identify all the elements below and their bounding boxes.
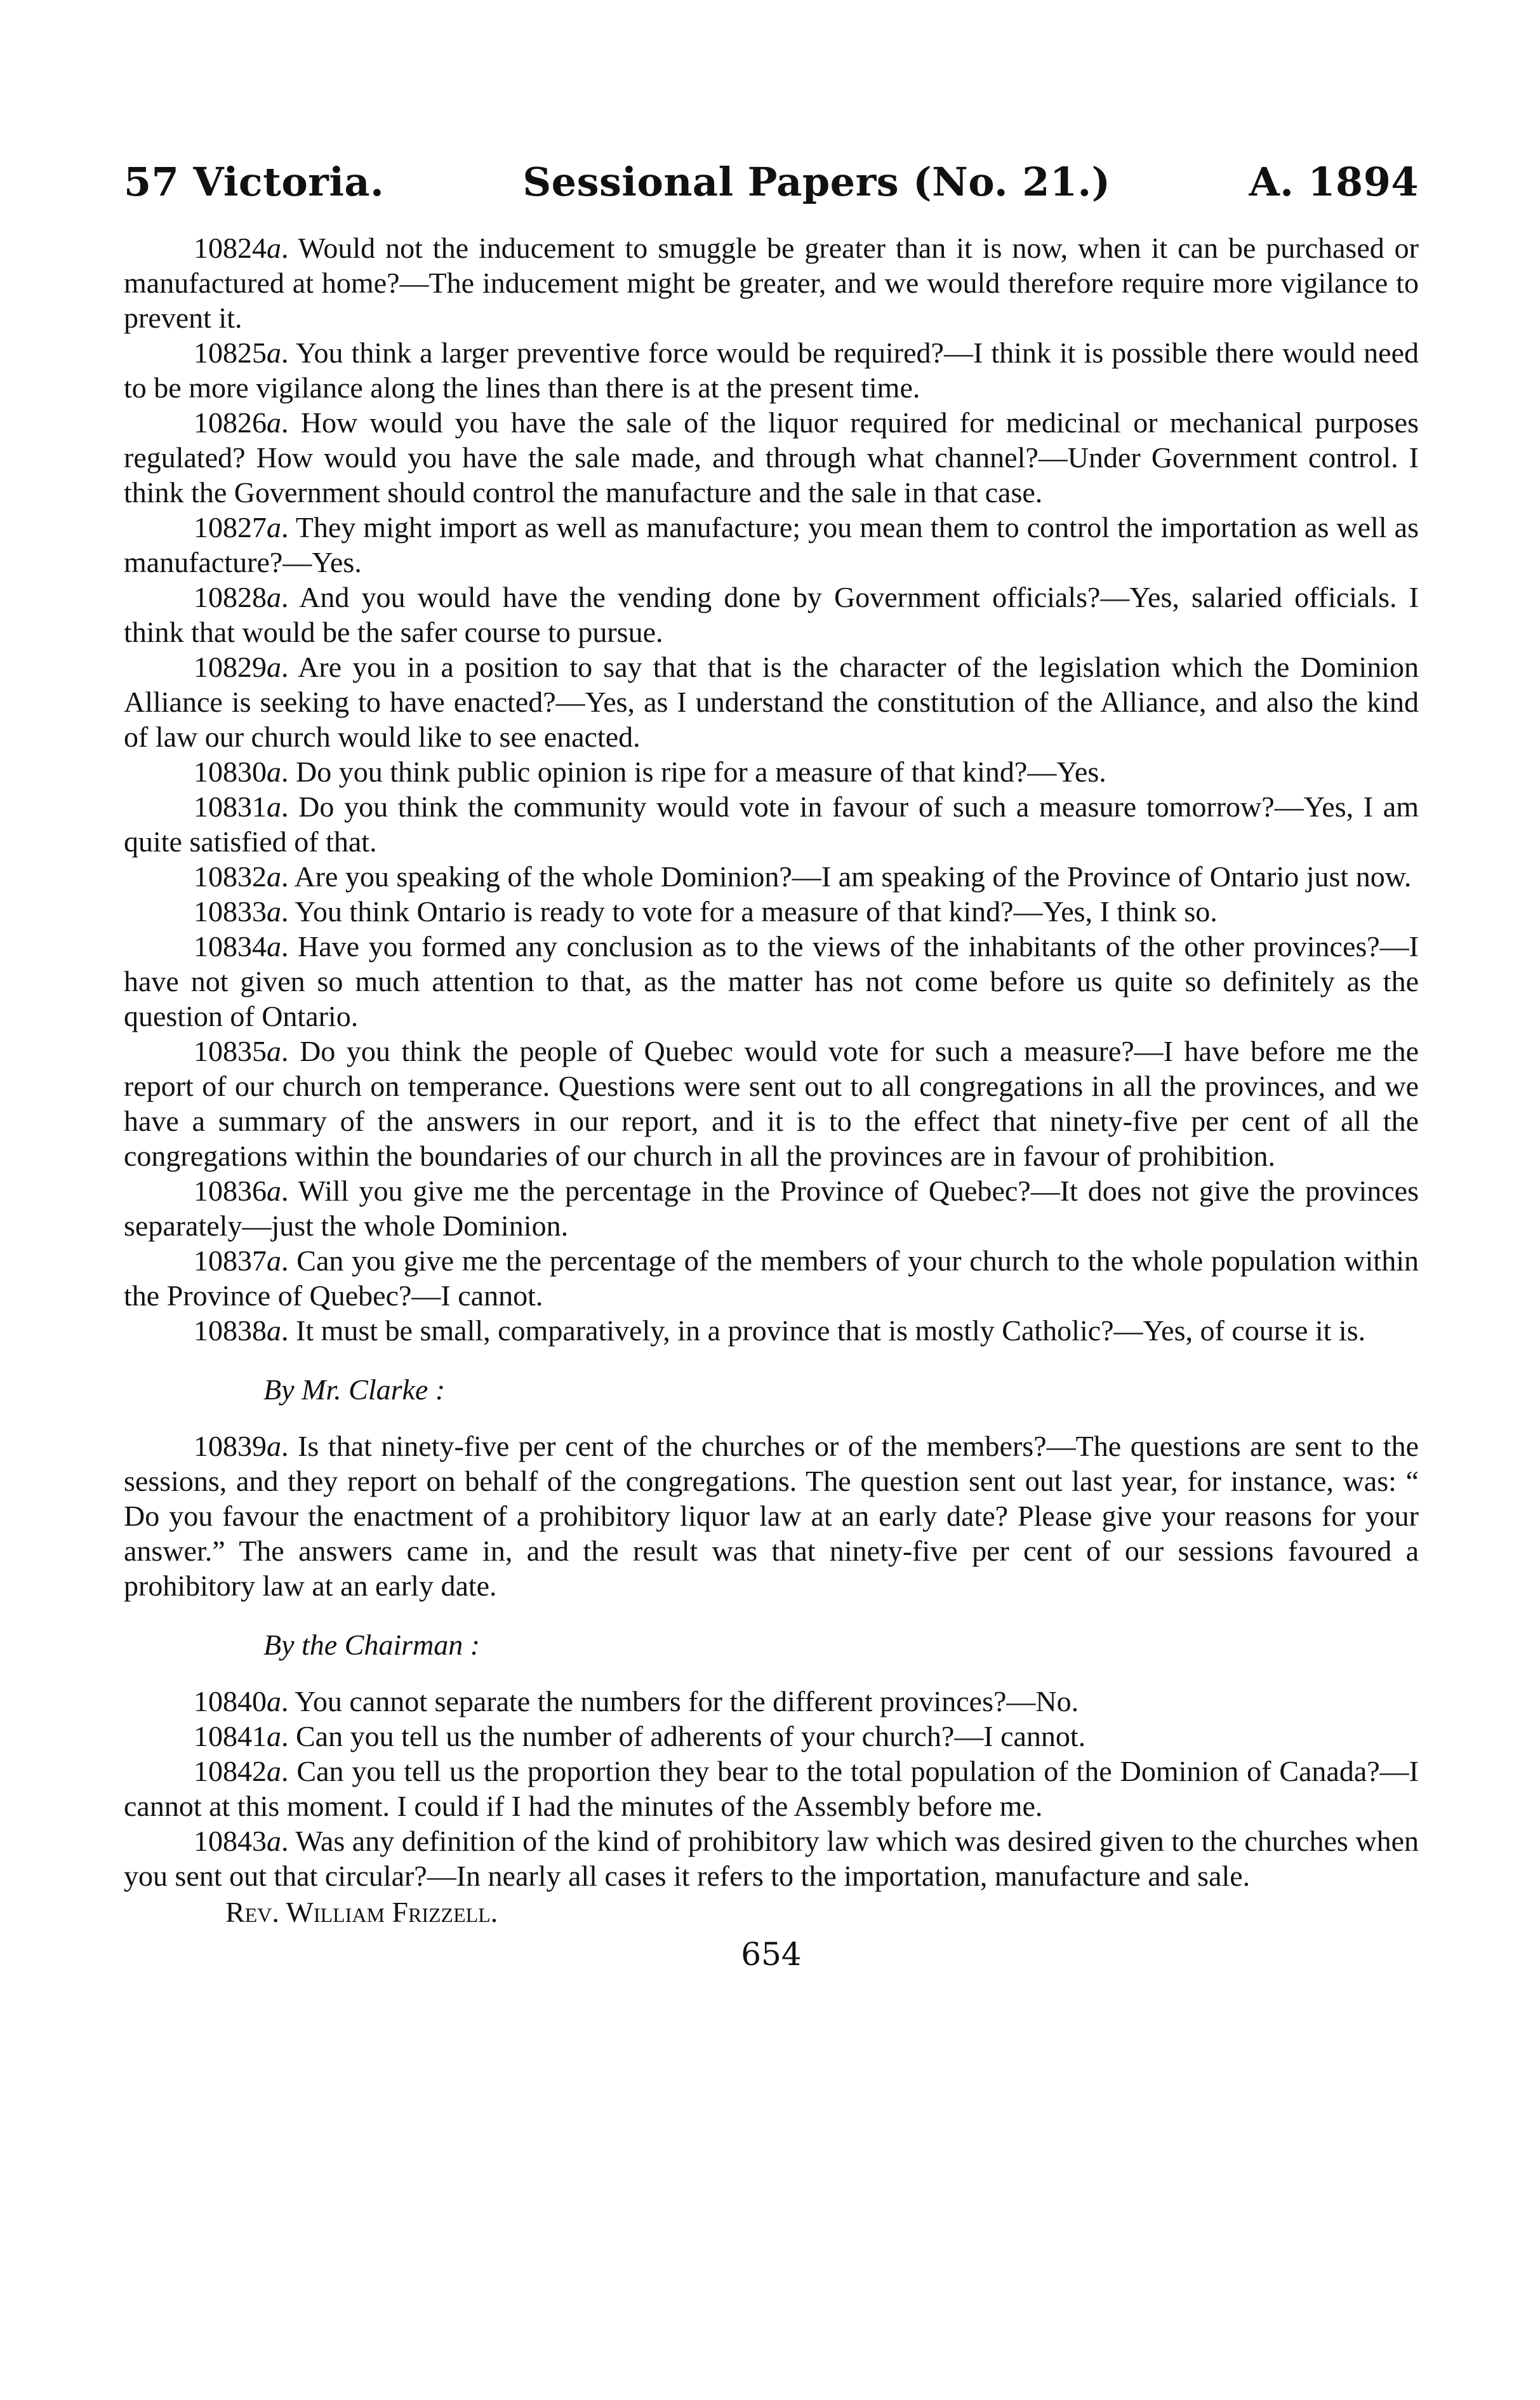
- witness-signature: Rev. William Frizzell.: [225, 1896, 498, 1928]
- question-number: [194, 1314, 281, 1347]
- question-number-suffix: a: [267, 1430, 281, 1462]
- question-answer-paragraph: [124, 789, 1419, 859]
- question-number: [194, 1244, 281, 1277]
- question-number: [194, 895, 281, 928]
- question-number: [194, 232, 281, 264]
- question-number: [194, 581, 281, 613]
- question-answer-paragraph: [124, 1034, 1419, 1173]
- question-answer-paragraph: [124, 1719, 1419, 1754]
- question-number-suffix: a: [267, 581, 281, 613]
- question-number-suffix: a: [267, 1685, 281, 1717]
- header-year: A. 1894: [1249, 159, 1419, 205]
- question-number-suffix: a: [267, 756, 281, 788]
- question-answer-text: . You think Ontario is ready to vote for a measure of that kind?—Yes, I think so.: [281, 895, 1218, 928]
- question-answer-paragraph: [124, 1313, 1419, 1348]
- question-number-digits: 10827: [194, 511, 267, 543]
- question-answer-paragraph: [124, 650, 1419, 754]
- question-number-suffix: a: [267, 1035, 281, 1067]
- question-answer-text: . Have you formed any conclusion as to the views of the inhabitants of the other provinces?—I have not given so much attention to that, as the matter has not come before us quite so definitely as the question of Ontario.: [124, 930, 1419, 1032]
- question-number: [194, 651, 281, 683]
- question-answer-paragraph: [124, 405, 1419, 510]
- question-answer-paragraph: [124, 1684, 1419, 1719]
- question-number-digits: 10834: [194, 930, 267, 963]
- question-number-suffix: a: [267, 930, 281, 963]
- question-number-digits: 10833: [194, 895, 267, 928]
- question-number-suffix: a: [267, 1175, 281, 1207]
- question-number: [194, 1430, 281, 1462]
- question-number-suffix: a: [267, 1244, 281, 1277]
- question-number-digits: 10837: [194, 1244, 267, 1277]
- question-number: [194, 406, 281, 439]
- question-number: [194, 1685, 281, 1717]
- question-number-suffix: a: [267, 232, 281, 264]
- question-number: [194, 337, 281, 369]
- question-number-digits: 10829: [194, 651, 267, 683]
- question-number-digits: 10841: [194, 1720, 267, 1752]
- question-number: [194, 790, 281, 823]
- question-number-digits: 10824: [194, 232, 267, 264]
- question-number-suffix: a: [267, 337, 281, 369]
- header-session: 57 Victoria.: [124, 159, 385, 205]
- question-answer-text: . You cannot separate the numbers for the different provinces?—No.: [281, 1685, 1079, 1717]
- question-number-digits: 10840: [194, 1685, 267, 1717]
- question-answer-text: . Are you in a position to say that that is the character of the legislation which the Dominion Alliance is seeking to have enacted?—Yes, as I understand the constitution of the Alliance, and also the kind of law our church would like to see enacted.: [124, 651, 1419, 753]
- question-answer-paragraph: [124, 1823, 1419, 1893]
- question-answer-text: . It must be small, comparatively, in a province that is mostly Catholic?—Yes, of course it is.: [281, 1314, 1366, 1347]
- question-answer-paragraph: [124, 929, 1419, 1034]
- question-number-suffix: a: [267, 406, 281, 439]
- question-number-suffix: a: [267, 511, 281, 543]
- question-number: [194, 860, 281, 893]
- question-number-digits: 10835: [194, 1035, 267, 1067]
- question-answer-paragraph: [124, 754, 1419, 789]
- question-answer-paragraph: [124, 510, 1419, 580]
- question-number-digits: 10836: [194, 1175, 267, 1207]
- question-answer-paragraph: [124, 1243, 1419, 1313]
- question-answer-text: . Do you think public opinion is ripe for a measure of that kind?—Yes.: [281, 756, 1106, 788]
- speaker-heading-clarke: By Mr. Clarke :: [263, 1373, 446, 1406]
- question-answer-paragraph: [124, 230, 1419, 335]
- question-number-digits: 10830: [194, 756, 267, 788]
- header-title: Sessional Papers (No. 21.): [522, 159, 1111, 205]
- question-answer-paragraph: [124, 859, 1419, 894]
- question-number-suffix: a: [267, 790, 281, 823]
- question-answer-paragraph: [124, 1754, 1419, 1823]
- question-number-digits: 10838: [194, 1314, 267, 1347]
- question-number-digits: 10826: [194, 406, 267, 439]
- question-number: [194, 930, 281, 963]
- question-answer-text: . Can you give me the percentage of the members of your church to the whole population within the Province of Quebec?—I cannot.: [124, 1244, 1419, 1312]
- question-answer-text: . And you would have the vending done by Government officials?—Yes, salaried officials. I think that would be the safer course to pursue.: [124, 581, 1419, 648]
- document-page: [124, 159, 1419, 1973]
- question-number-suffix: a: [267, 1755, 281, 1787]
- speaker-heading-chairman: By the Chairman :: [263, 1629, 481, 1661]
- testimony-section-2: [124, 1429, 1419, 1603]
- question-number-suffix: a: [267, 1720, 281, 1752]
- question-number-suffix: a: [267, 860, 281, 893]
- question-number-suffix: a: [267, 895, 281, 928]
- question-answer-text: . Will you give me the percentage in the Province of Quebec?—It does not give the provinces separately—just the whole Dominion.: [124, 1175, 1419, 1242]
- question-number-suffix: a: [267, 1825, 281, 1857]
- question-answer-paragraph: [124, 335, 1419, 405]
- question-answer-paragraph: [124, 580, 1419, 650]
- page-number: 654: [741, 1936, 802, 1973]
- question-number: [194, 1825, 281, 1857]
- question-number-digits: 10828: [194, 581, 267, 613]
- question-number-digits: 10843: [194, 1825, 267, 1857]
- question-number: [194, 1720, 281, 1752]
- page-header: [124, 159, 1419, 205]
- question-number: [194, 756, 281, 788]
- question-answer-text: . Is that ninety-five per cent of the churches or of the members?—The questions are sent to the sessions, and they report on behalf of the congregations. The question sent out last year, for instance, was: “ Do you favour the enactment of a prohibitory liquor law at an early date? Please give your reasons for your answer.” The answers came in, and the result was that ninety-five per cent of our sessions favoured a prohibitory law at an early date.: [124, 1430, 1419, 1602]
- question-number: [194, 1175, 281, 1207]
- testimony-section-3: [124, 1684, 1419, 1893]
- question-answer-text: . Do you think the people of Quebec would vote for such a measure?—I have before me the report of our church on temperance. Questions were sent out to all congregations in all the provinces, and we have a summary of the answers in our report, and it is to the effect that ninety-five per cent of all the congregations within the boundaries of our church in all the provinces are in favour of prohibition.: [124, 1035, 1419, 1172]
- question-answer-text: . Would not the inducement to smuggle be greater than it is now, when it can be purchased or manufactured at home?—The inducement might be greater, and we would therefore require more vigilance to prevent it.: [124, 232, 1419, 334]
- question-answer-text: . How would you have the sale of the liquor required for medicinal or mechanical purposes regulated? How would you have the sale made, and through what channel?—Under Government control. I think the Government should control the manufacture and the sale in that case.: [124, 406, 1419, 509]
- question-answer-paragraph: [124, 1173, 1419, 1243]
- question-answer-paragraph: [124, 1429, 1419, 1603]
- question-answer-text: . You think a larger preventive force would be required?—I think it is possible there would need to be more vigilance along the lines than there is at the present time.: [124, 337, 1419, 404]
- question-answer-text: . Can you tell us the proportion they bear to the total population of the Dominion of Canada?—I cannot at this moment. I could if I had the minutes of the Assembly before me.: [124, 1755, 1419, 1822]
- question-answer-text: . They might import as well as manufacture; you mean them to control the importation as well as manufacture?—Yes.: [124, 511, 1419, 578]
- question-number-digits: 10831: [194, 790, 267, 823]
- question-number-digits: 10842: [194, 1755, 267, 1787]
- question-number: [194, 1755, 281, 1787]
- question-number-digits: 10839: [194, 1430, 267, 1462]
- question-answer-text: . Are you speaking of the whole Dominion?—I am speaking of the Province of Ontario just now.: [281, 860, 1412, 893]
- question-answer-paragraph: [124, 894, 1419, 929]
- question-number-suffix: a: [267, 651, 281, 683]
- question-number-suffix: a: [267, 1314, 281, 1347]
- question-number: [194, 1035, 281, 1067]
- testimony-section-1: [124, 230, 1419, 1348]
- question-answer-text: . Do you think the community would vote in favour of such a measure tomorrow?—Yes, I am quite satisfied of that.: [124, 790, 1419, 858]
- document-body: [124, 230, 1419, 1930]
- question-answer-text: . Was any definition of the kind of prohibitory law which was desired given to the churches when you sent out that circular?—In nearly all cases it refers to the importation, manufacture and sale.: [124, 1825, 1419, 1892]
- question-number-digits: 10825: [194, 337, 267, 369]
- question-number-digits: 10832: [194, 860, 267, 893]
- question-answer-text: . Can you tell us the number of adherents of your church?—I cannot.: [281, 1720, 1086, 1752]
- question-number: [194, 511, 281, 543]
